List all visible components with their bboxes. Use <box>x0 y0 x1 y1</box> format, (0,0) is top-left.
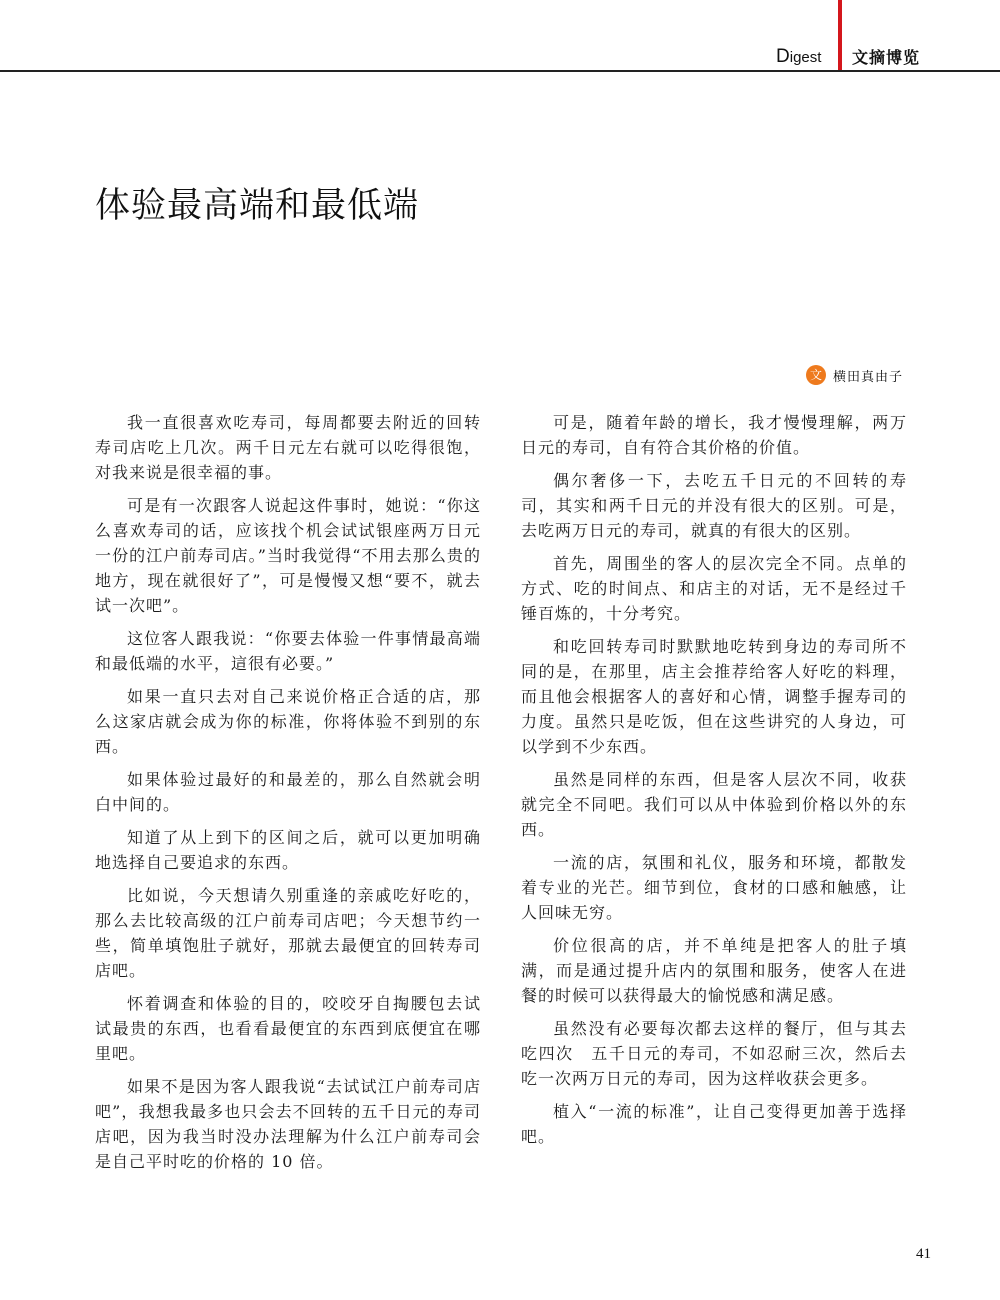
paragraph: 首先，周围坐的客人的层次完全不同。点单的方式、吃的时间点、和店主的对话，无不是经过千锤百炼的，十分考究。 <box>521 554 907 623</box>
paragraph: 和吃回转寿司时默默地吃转到身边的寿司所不同的是，在那里，店主会推荐给客人好吃的料理，而且他会根据客人的喜好和心情，调整手握寿司的力度。虽然只是吃饭，但在这些讲究的人身边，可以学到不少东西。 <box>521 637 907 756</box>
paragraph: 我一直很喜欢吃寿司，每周都要去附近的回转寿司店吃上几次。两千日元左右就可以吃得很饱，对我来说是很幸福的事。 <box>95 413 481 482</box>
article-column-left <box>95 410 481 1182</box>
paragraph: 可是，随着年龄的增长，我才慢慢理解，两万日元的寿司，自有符合其价格的价值。 <box>521 413 907 457</box>
author-name: 横田真由子 <box>833 369 904 385</box>
digest-rest: igest <box>789 49 822 66</box>
header-digest-label <box>776 46 821 68</box>
paragraph: 偶尔奢侈一下，去吃五千日元的不回转的寿司，其实和两千日元的并没有很大的区别。可是，去吃两万日元的寿司，就真的有很大的区别。 <box>521 471 907 540</box>
paragraph: 如果一直只去对自己来说价格正合适的店，那么这家店就会成为你的标准，你将体验不到别的东西。 <box>95 687 481 756</box>
paragraph: 可是有一次跟客人说起这件事时，她说：“你这么喜欢寿司的话，应该找个机会试试银座两万日元一份的江户前寿司店。”当时我觉得“不用去那么贵的地方，现在就很好了”，可是慢慢又想“要不，就去试一次吧”。 <box>95 496 481 615</box>
paragraph: 一流的店，氛围和礼仪，服务和环境，都散发着专业的光芒。细节到位，食材的口感和触感，让人回味无穷。 <box>521 853 907 922</box>
article-title: 体验最高端和最低端 <box>95 186 420 226</box>
paragraph: 虽然没有必要每次都去这样的餐厅，但与其去吃四次 五千日元的寿司，不如忍耐三次，然后去吃一次两万日元的寿司，因为这样收获会更多。 <box>521 1019 907 1088</box>
header-accent-bar <box>838 0 842 72</box>
paragraph: 如果体验过最好的和最差的，那么自然就会明白中间的。 <box>95 770 481 814</box>
article-column-right <box>521 410 907 1157</box>
paragraph: 价位很高的店，并不单纯是把客人的肚子填满，而是通过提升店内的氛围和服务，使客人在进餐的时候可以获得最大的愉悦感和满足感。 <box>521 936 907 1005</box>
paragraph: 虽然是同样的东西，但是客人层次不同，收获就完全不同吧。我们可以从中体验到价格以外的东西。 <box>521 770 907 839</box>
header-rule <box>0 70 1000 72</box>
paragraph: 这位客人跟我说：“你要去体验一件事情最高端和最低端的水平，這很有必要。” <box>95 629 481 673</box>
paragraph: 植入“一流的标准”，让自己变得更加善于选择吧。 <box>521 1102 907 1146</box>
byline <box>806 365 903 385</box>
paragraph: 怀着调查和体验的目的，咬咬牙自掏腰包去试试最贵的东西，也看看最便宜的东西到底便宜在哪里吧。 <box>95 994 481 1063</box>
author-badge-icon: 文 <box>806 365 826 385</box>
paragraph: 知道了从上到下的区间之后，就可以更加明确地选择自己要追求的东西。 <box>95 828 481 872</box>
digest-initial: D <box>776 46 790 67</box>
header-section-title: 文摘博览 <box>852 48 921 67</box>
page-number: 41 <box>916 1246 931 1262</box>
paragraph: 如果不是因为客人跟我说“去试试江户前寿司店吧”，我想我最多也只会去不回转的五千日元的寿司店吧，因为我当时没办法理解为什么江户前寿司会是自己平时吃的价格的 10 倍。 <box>95 1077 481 1171</box>
paragraph: 比如说，今天想请久别重逢的亲戚吃好吃的，那么去比较高级的江户前寿司店吧；今天想节约一些，简单填饱肚子就好，那就去最便宜的回转寿司店吧。 <box>95 886 481 980</box>
